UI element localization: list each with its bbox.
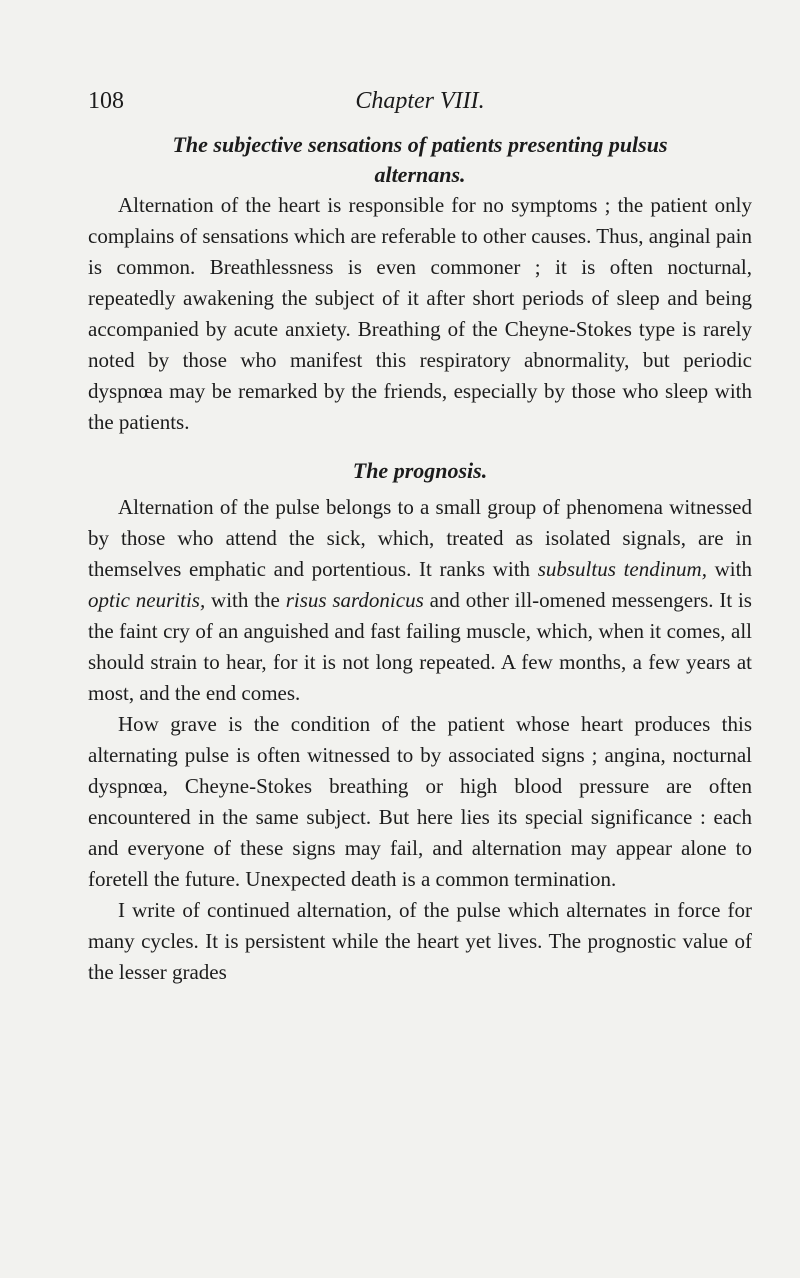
running-head bbox=[88, 80, 752, 120]
paragraph-symptoms: Alternation of the heart is responsible for no symptoms ; the patient only complains of sensations which are referable to other causes. Thus, anginal pain is common. Breathlessness is even commoner ; it is often nocturnal, repeatedly awakening the subject of it after short periods of sleep and being accompanied by acute anxiety. Breathing of the Cheyne-Stokes type is rarely noted by those who manifest this respiratory abnormality, but periodic dyspnœa may be remarked by the friends, especially by those who sleep with the patients. bbox=[88, 193, 752, 434]
section-heading-prognosis: The prognosis. bbox=[352, 458, 488, 483]
section-heading-line-1: The subjective sensations of patients presenting pulsus bbox=[172, 132, 668, 157]
paragraph-associated-signs: How grave is the condition of the patient whose heart produces this alternating pulse is often witnessed to by associated signs ; angina, nocturnal dyspnœa, Cheyne-Stokes breathing or high blood pressure are often encountered in the same subject. But here lies its special significance : each and everyone of these signs may fail, and alternation may appear alone to foretell the future. Unexpected death is a common termination. bbox=[88, 712, 752, 891]
paragraph-text: with the bbox=[205, 588, 286, 612]
paragraph-text: with bbox=[706, 557, 752, 581]
book-page bbox=[88, 80, 752, 988]
chapter-title: Chapter VIII. bbox=[355, 88, 485, 114]
italic-term-risus-sardonicus: risus sardonicus bbox=[285, 588, 424, 612]
paragraph-continued-alternation: I write of continued alternation, of the pulse which alternates in force for many cycles. It is persistent while the heart yet lives. The prognostic value of the lesser grades bbox=[88, 898, 752, 984]
paragraph-alternation-signals bbox=[88, 492, 752, 709]
paragraph-text: and other ill-omened messengers. It is the faint cry of an anguished and fast failing muscle, which, when it comes, all should strain to hear, for it is not long repeated. A few months, a few years at most, and the end comes. bbox=[88, 588, 752, 705]
section-heading-subjective-sensations bbox=[88, 130, 752, 190]
section-heading-line-2: alternans. bbox=[374, 162, 466, 187]
italic-term-subsultus: subsultus tendinum, bbox=[537, 557, 707, 581]
paragraph-text: Alternation of the pulse belongs to a small group of phenomena witnessed by those who attend the sick, which, treated as isolated signals, are in themselves emphatic and portentious. It ranks with bbox=[88, 495, 752, 581]
page-number: 108 bbox=[88, 88, 124, 114]
italic-term-optic-neuritis: optic neuritis, bbox=[88, 588, 206, 612]
